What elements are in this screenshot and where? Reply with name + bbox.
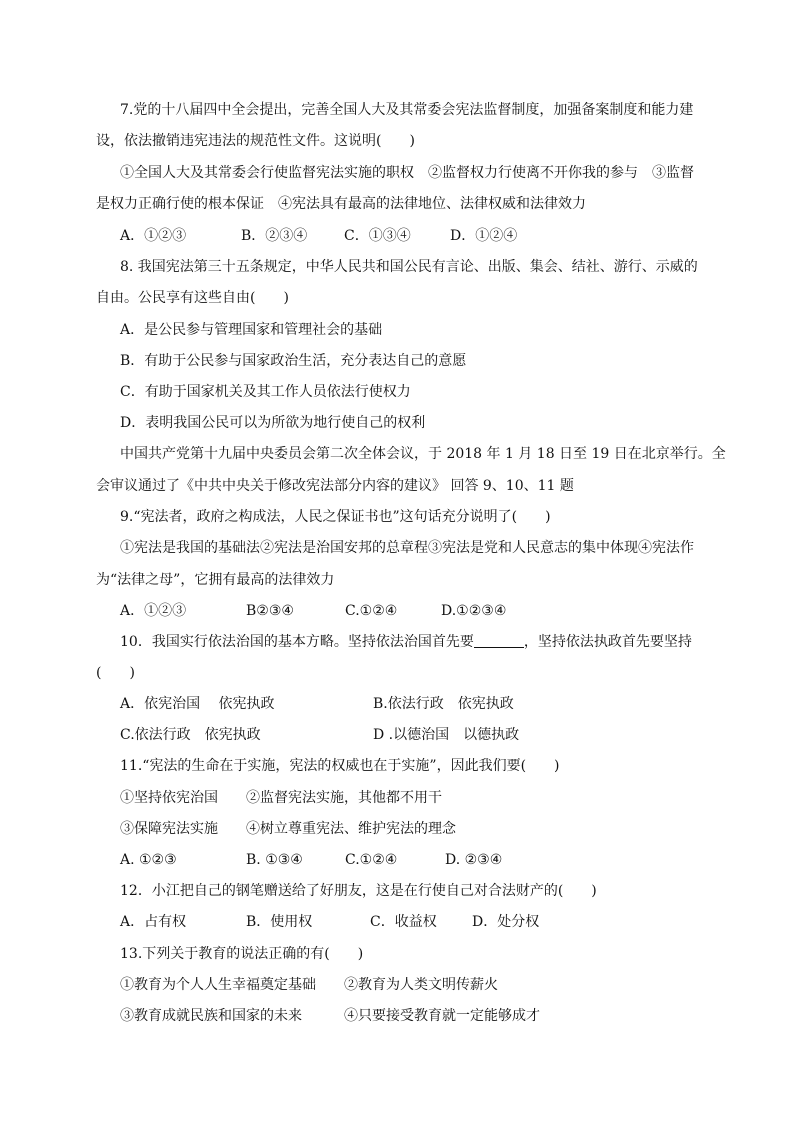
q9-option-b: B②③④ — [246, 603, 294, 619]
q9-option-a: A．①②③ — [120, 603, 187, 619]
q9-option-d: D.①②③④ — [441, 603, 507, 619]
q13-statement-line2: ③教育成就民族和国家的未来 ④只要接受教育就一定能够成才 — [120, 1008, 540, 1024]
q7-option-d: D．①②④ — [450, 228, 518, 244]
q7-statement-line1: ①全国人大及其常委会行使监督宪法实施的职权 ②监督权力行使离不开你我的参与 ③监督 — [120, 165, 694, 181]
q8-stem-line2: 自由。公民享有这些自由( ) — [96, 290, 289, 306]
q12-stem-line1: 12．小江把自己的钢笔赠送给了好朋友，这是在行使自己对合法财产的( ) — [120, 883, 597, 899]
q12-option-c: C．收益权 — [370, 914, 437, 930]
q8-option-b: B．有助于公民参与国家政治生活，充分表达自己的意愿 — [120, 353, 467, 369]
q13-stem-line1: 13.下列关于教育的说法正确的有( ) — [120, 946, 364, 962]
q7-option-c: C．①③④ — [344, 228, 411, 244]
q11-option-a: A. ①②③ — [120, 852, 177, 868]
q11-option-c: C.①②④ — [345, 852, 398, 868]
q12-option-b: B．使用权 — [246, 914, 313, 930]
intro-line2: 会审议通过了《中共中央关于修改宪法部分内容的建议》 回答 9、10、11 题 — [96, 478, 574, 494]
q12-option-a: A．占有权 — [120, 914, 187, 930]
q7-stem-line1: 7.党的十八届四中全会提出，完善全国人大及其常委会宪法监督制度，加强备案制度和能力建 — [120, 102, 694, 118]
q11-statement-line1: ①坚持依宪治国 ②监督宪法实施，其他都不用干 — [120, 790, 442, 806]
q10-stem-line1 — [120, 632, 692, 652]
q9-statement-line1: ①宪法是我国的基础法②宪法是治国安邦的总章程③宪法是党和人民意志的集中体现④宪法作 — [120, 540, 694, 556]
q7-option-a: A．①②③ — [120, 228, 187, 244]
q10-blank — [474, 633, 524, 648]
intro-line1: 中国共产党第十九届中央委员会第二次全体会议，于 2018 年 1 月 18 日至 19 日在北京举行。全 — [120, 446, 726, 462]
q11-option-d: D. ②③④ — [445, 852, 503, 868]
q10-stem-part2: ，坚持依法执政首先要坚持 — [523, 634, 692, 650]
q9-stem-line1: 9.“宪法者，政府之构成法，人民之保证书也”这句话充分说明了( ) — [120, 509, 551, 525]
q7-statement-line2: 是权力正确行使的根本保证 ④宪法具有最高的法律地位、法律权威和法律效力 — [96, 196, 586, 212]
q8-option-c: C．有助于国家机关及其工作人员依法行使权力 — [120, 384, 411, 400]
q10-option-d: D .以德治国 以德执政 — [373, 727, 520, 743]
q9-statement-line2: 为“法律之母”，它拥有最高的法律效力 — [96, 572, 335, 588]
q7-stem-line2: 设，依法撤销违宪违法的规范性文件。这说明( ) — [96, 133, 415, 149]
q10-stem-line2: ( ) — [96, 665, 135, 681]
q10-stem-part1: 10．我国实行依法治国的基本方略。坚持依法治国首先要 — [120, 634, 474, 650]
q8-stem-line1: 8. 我国宪法第三十五条规定，中华人民共和国公民有言论、出版、集会、结社、游行、示威的 — [120, 259, 698, 275]
q12-option-d: D．处分权 — [472, 914, 540, 930]
q8-option-a: A．是公民参与管理国家和管理社会的基础 — [120, 322, 383, 338]
q10-option-a: A．依宪治国 依宪执政 — [120, 696, 275, 712]
q13-statement-line1: ①教育为个人人生幸福奠定基础 ②教育为人类文明传薪火 — [120, 977, 498, 993]
q9-option-c: C.①②④ — [345, 603, 398, 619]
q11-stem-line1: 11.“宪法的生命在于实施，宪法的权威也在于实施”，因此我们要( ) — [120, 758, 560, 774]
q10-option-b: B.依法行政 依宪执政 — [373, 696, 514, 712]
q11-option-b: B. ①③④ — [246, 852, 303, 868]
q7-option-b: B．②③④ — [241, 228, 308, 244]
q11-statement-line2: ③保障宪法实施 ④树立尊重宪法、维护宪法的理念 — [120, 821, 456, 837]
q10-option-c: C.依法行政 依宪执政 — [120, 727, 261, 743]
q8-option-d: D．表明我国公民可以为所欲为地行使自己的权利 — [120, 415, 426, 431]
